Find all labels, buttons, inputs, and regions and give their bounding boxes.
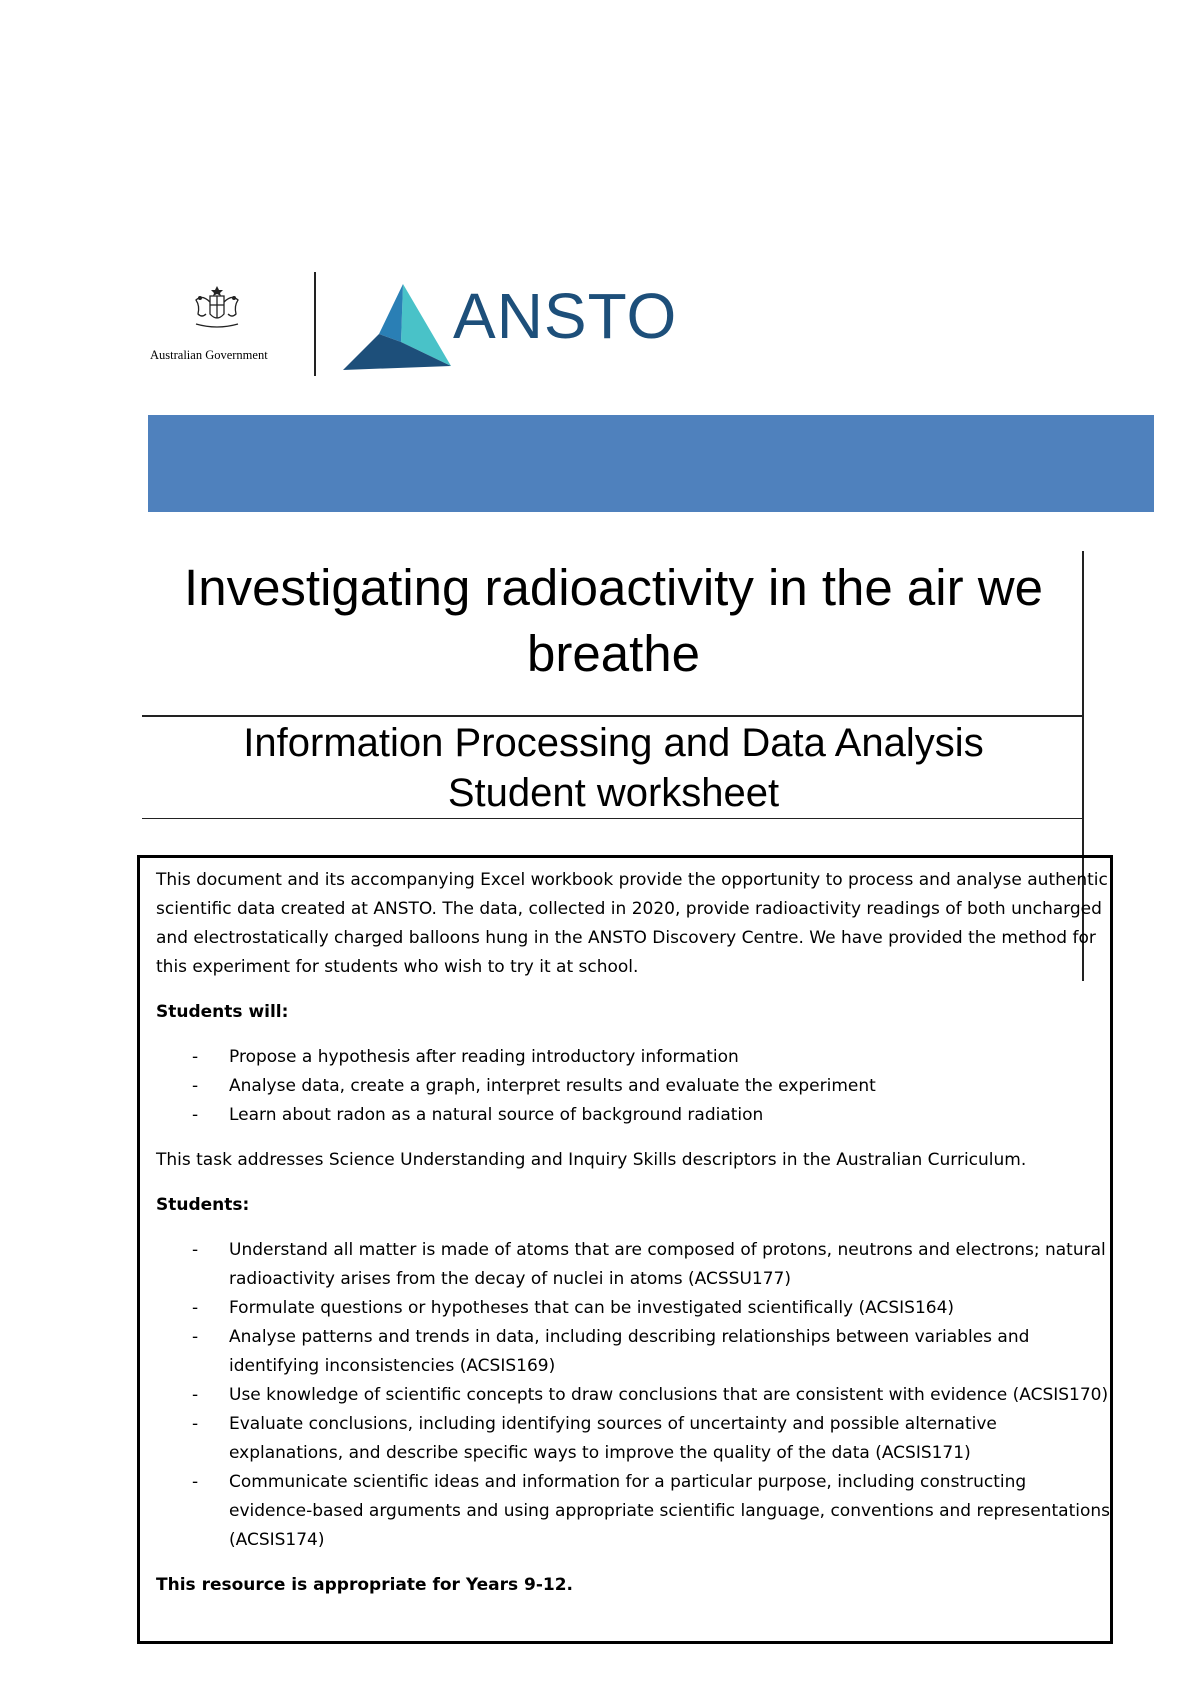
students-list xyxy=(156,1236,1111,1555)
curriculum-note: This task addresses Science Understanding and Inquiry Skills descriptors in the Australian Curriculum. xyxy=(156,1150,1027,1170)
list-item-text: Evaluate conclusions, including identifying sources of uncertainty and possible alternative explanations, and describe specific ways to improve the quality of the data (ACSIS171) xyxy=(229,1414,997,1463)
list-item-text: Understand all matter is made of atoms that are composed of protons, neutrons and electrons; natural radioactivity arises from the decay of nuclei in atoms (ACSSU177) xyxy=(229,1240,1106,1289)
bullet-dash: - xyxy=(192,1298,199,1318)
bullet-dash: - xyxy=(192,1414,199,1434)
logo-divider xyxy=(314,272,316,376)
header-logos xyxy=(150,272,678,380)
title-divider-bottom xyxy=(142,818,1084,819)
list-item-text: Propose a hypothesis after reading introductory information xyxy=(229,1047,739,1067)
australian-government-logo xyxy=(150,284,290,364)
gov-logo-text: Australian Government xyxy=(150,348,268,362)
list-item xyxy=(156,1072,1111,1101)
list-item-text: Use knowledge of scientific concepts to draw conclusions that are consistent with evidence (ACSIS170) xyxy=(229,1385,1109,1405)
list-item xyxy=(156,1468,1111,1555)
bullet-dash: - xyxy=(192,1240,199,1260)
subtitle-line-1: Information Processing and Data Analysis xyxy=(243,721,984,765)
list-item xyxy=(156,1381,1111,1410)
subtitle-line-2: Student worksheet xyxy=(447,771,780,815)
bullet-dash: - xyxy=(192,1076,199,1096)
list-item xyxy=(156,1410,1111,1468)
bullet-dash: - xyxy=(192,1047,199,1067)
bullet-dash: - xyxy=(192,1472,199,1492)
years-note: This resource is appropriate for Years 9-12. xyxy=(156,1575,573,1595)
list-item-text: Communicate scientific ideas and information for a particular purpose, including constructing evidence-based arguments and using appropriate scientific language, conventions and representations (ACSIS174) xyxy=(229,1472,1111,1550)
list-item-text: Analyse data, create a graph, interpret results and evaluate the experiment xyxy=(229,1076,876,1096)
list-item xyxy=(156,1101,1111,1130)
ansto-wordmark: ANSTO xyxy=(453,280,678,352)
students-will-heading: Students will: xyxy=(156,1002,289,1022)
page-title: Investigating radioactivity in the air we breathe xyxy=(184,559,1043,682)
bullet-dash: - xyxy=(192,1385,199,1405)
title-divider-top xyxy=(142,715,1084,717)
list-item xyxy=(156,1236,1111,1294)
list-item-text: Formulate questions or hypotheses that can be investigated scientifically (ACSIS164) xyxy=(229,1298,955,1318)
students-heading: Students: xyxy=(156,1195,250,1215)
bullet-dash: - xyxy=(192,1327,199,1347)
list-item xyxy=(156,1323,1111,1381)
students-will-list xyxy=(156,1043,1111,1130)
bullet-dash: - xyxy=(192,1105,199,1125)
info-box-content xyxy=(156,866,1111,1616)
info-box xyxy=(137,855,1113,1644)
ansto-triangle-icon xyxy=(343,284,451,370)
list-item xyxy=(156,1043,1111,1072)
intro-paragraph: This document and its accompanying Excel workbook provide the opportunity to process and analyse authentic scientific data created at ANSTO. The data, collected in 2020, provide radioactivity readings of both uncharged and electrostatically charged balloons hung in the ANSTO Discovery Centre. We have provided the method for this experiment for students who wish to try it at school. xyxy=(156,870,1108,977)
coat-of-arms-icon xyxy=(188,284,246,332)
list-item-text: Analyse patterns and trends in data, including describing relationships between variables and identifying inconsistencies (ACSIS169) xyxy=(229,1327,1030,1376)
blue-banner xyxy=(148,415,1154,512)
list-item xyxy=(156,1294,1111,1323)
list-item-text: Learn about radon as a natural source of background radiation xyxy=(229,1105,764,1125)
page-subtitle xyxy=(145,718,1082,818)
